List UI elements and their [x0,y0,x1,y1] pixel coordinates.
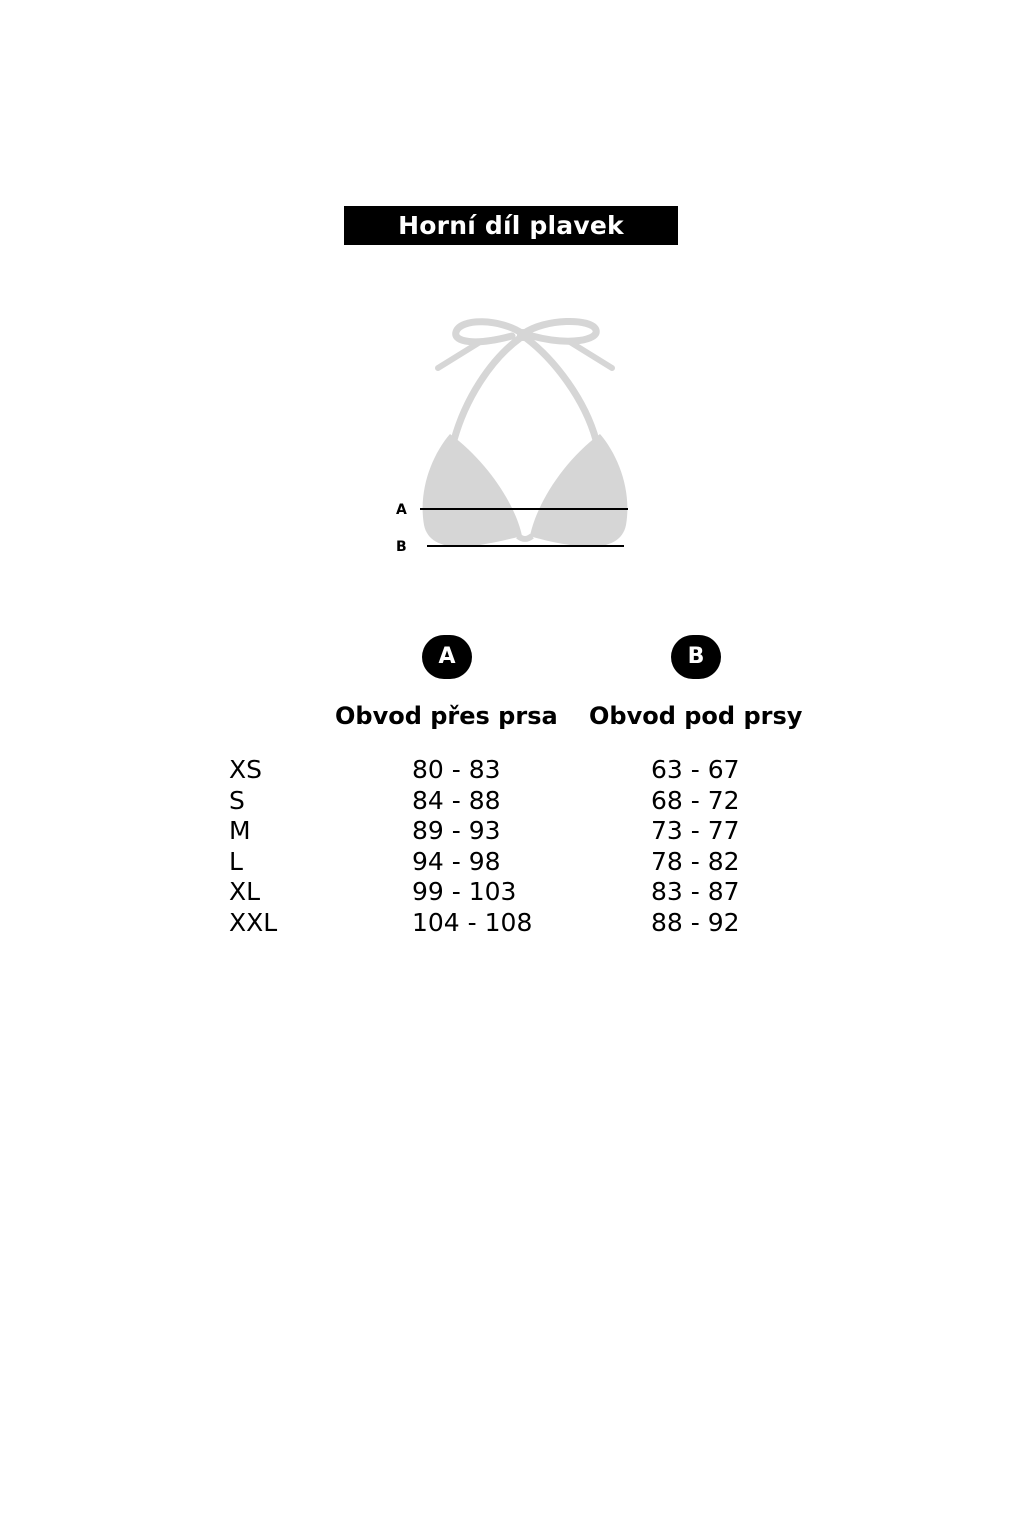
tie-end-left [438,342,480,368]
value-b: 88 - 92 [651,907,740,937]
value-b: 78 - 82 [651,846,740,876]
table-row [229,877,789,908]
column-header-a: Obvod přes prsa [335,702,558,730]
size-table [229,755,789,939]
size-label: L [229,846,243,876]
cup-left [423,434,522,547]
column-badge-a: A [422,635,472,679]
column-header-b: Obvod pod prsy [589,702,803,730]
table-row [229,755,789,786]
size-label: S [229,785,245,815]
center-connector [518,536,532,539]
tie-right [523,321,596,341]
cup-right [530,434,627,547]
column-badge-b: B [671,635,721,679]
size-label: XL [229,877,261,907]
value-a: 84 - 88 [412,785,501,815]
value-b: 63 - 67 [651,755,740,784]
tie-end-right [570,342,612,368]
table-row [229,786,789,817]
measure-label-b: B [396,539,407,555]
page-title: Horní díl plavek [344,206,678,245]
value-b: 68 - 72 [651,785,740,815]
value-b: 83 - 87 [651,877,740,907]
size-label: M [229,816,251,846]
measure-label-a: A [396,502,407,518]
table-row [229,816,789,847]
tie-left [456,322,523,342]
table-row [229,908,789,939]
value-a: 94 - 98 [412,846,501,876]
size-label: XXL [229,907,278,937]
bikini-top-illustration [380,310,640,570]
value-b: 73 - 77 [651,816,740,846]
value-a: 80 - 83 [412,755,501,784]
size-label: XS [229,755,262,784]
value-a: 104 - 108 [412,907,533,937]
bikini-top-diagram [380,310,640,570]
table-row [229,847,789,878]
value-a: 89 - 93 [412,816,501,846]
value-a: 99 - 103 [412,877,517,907]
